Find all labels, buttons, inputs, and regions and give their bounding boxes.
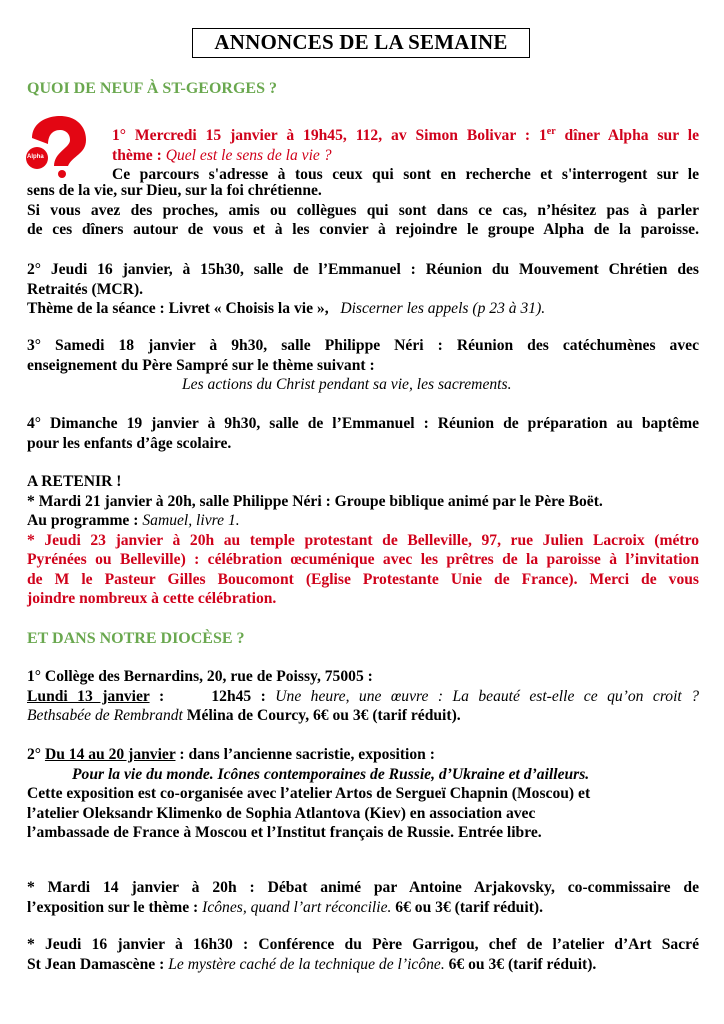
- ecumenical-line-2: Pyrénées ou Belleville) : célébration œcuménique avec les prêtres de la paroisse à l’invitation: [27, 551, 699, 568]
- exhibition-line-4: l’atelier Oleksandr Klimenko de Sophia Atlantova (Kiev) en association avec: [27, 804, 536, 822]
- debate-theme: Icônes, quand l’art réconcilie.: [202, 898, 392, 916]
- bernardins-sep: :: [149, 687, 165, 705]
- exhibition-prefix: 2°: [27, 746, 45, 763]
- mcr-theme-value: Discerner les appels (p 23 à 31).: [340, 300, 546, 317]
- debate-block: [27, 878, 699, 917]
- bernardins-block: [27, 667, 699, 726]
- ecumenical-line-1: * Jeudi 23 janvier à 20h au temple protestant de Belleville, 97, rue Julien Lacroix (métro: [27, 531, 699, 549]
- bernardins-artwork: Bethsabée de Rembrandt: [27, 707, 183, 724]
- alpha-date-end: dîner Alpha sur le: [555, 127, 699, 145]
- alpha-question-mark-icon: [26, 116, 88, 178]
- bible-program-line: [27, 511, 699, 531]
- conference-title: Le mystère caché de la technique de l’icône.: [168, 955, 445, 973]
- baptism-line-2: pour les enfants d’âge scolaire.: [27, 434, 232, 452]
- retenir-block: [27, 472, 699, 609]
- mcr-line-1: 2° Jeudi 16 janvier, à 15h30, salle de l’Emmanuel : Réunion du Mouvement Chrétien des: [27, 261, 699, 278]
- bible-group-line: * Mardi 21 janvier à 20h, salle Philippe Néri : Groupe biblique animé par le Père Boët.: [27, 492, 603, 510]
- section-heading-st-georges: QUOI DE NEUF À ST-GEORGES ?: [27, 80, 277, 97]
- conference-line-2: [27, 955, 699, 975]
- exhibition-block: [27, 745, 699, 843]
- baptism-line-1: 4° Dimanche 19 janvier à 9h30, salle de l’Emmanuel : Réunion de préparation au baptême: [27, 415, 699, 432]
- exhibition-line-3: Cette exposition est co-organisée avec l’atelier Artos de Sergueï Chapnin (Moscou) et: [27, 785, 591, 802]
- ecumenical-line-4: joindre nombreux à cette célébration.: [27, 590, 277, 607]
- bernardins-talk-line: [27, 687, 699, 707]
- announcement-mcr: [27, 260, 699, 319]
- bible-program-value: Samuel, livre 1.: [142, 512, 240, 529]
- exhibition-location: : dans l’ancienne sacristie, exposition :: [175, 746, 435, 763]
- debate-price: 6€ ou 3€ (tarif réduit).: [391, 898, 543, 916]
- catechumens-theme: Les actions du Christ pendant sa vie, les sacrements.: [182, 376, 512, 393]
- conference-price: 6€ ou 3€ (tarif réduit).: [444, 955, 597, 973]
- ecumenical-line-3: de M le Pasteur Gilles Boucomont (Eglise Protestante Unie de France). Merci de vous: [27, 570, 699, 588]
- retenir-heading: A RETENIR !: [27, 473, 122, 490]
- page-title: ANNONCES DE LA SEMAINE: [192, 28, 530, 58]
- bernardins-talk: Une heure, une œuvre : La beauté est-elle ce qu’on croit ?: [275, 687, 699, 705]
- bible-program-label: Au programme :: [27, 512, 143, 529]
- alpha-body-line-3: Si vous avez des proches, amis ou collègues qui sont dans ce cas, n’hésitez pas à parler: [27, 201, 699, 219]
- announcement-baptism: [27, 414, 699, 453]
- conference-line-1: * Jeudi 16 janvier à 16h30 : Conférence du Père Garrigou, chef de l’atelier d’Art Sacré: [27, 936, 699, 953]
- exhibition-title: Pour la vie du monde. Icônes contemporaines de Russie, d’Ukraine et d’ailleurs.: [72, 765, 590, 783]
- catechumens-line-2: enseignement du Père Sampré sur le thème suivant :: [27, 356, 375, 374]
- announcement-alpha: [112, 122, 699, 185]
- bernardins-speaker: Mélina de Courcy, 6€ ou 3€ (tarif réduit).: [182, 707, 461, 724]
- conference-atelier: St Jean Damascène :: [27, 955, 169, 973]
- alpha-logo-label: Alpha: [27, 154, 44, 160]
- alpha-date-line: [112, 122, 699, 146]
- alpha-theme-label: thème :: [112, 146, 166, 164]
- mcr-theme-label: Thème de la séance : Livret « Choisis la vie »,: [27, 300, 329, 317]
- debate-theme-label: l’exposition sur le thème :: [27, 898, 203, 916]
- bernardins-address: 1° Collège des Bernardins, 20, rue de Poissy, 75005 :: [27, 668, 373, 685]
- alpha-date-text: 1° Mercredi 15 janvier à 19h45, 112, av Simon Bolivar : 1: [112, 127, 547, 145]
- alpha-superscript: er: [546, 126, 556, 137]
- debate-line-1: * Mardi 14 janvier à 20h : Débat animé par Antoine Arjakovsky, co-commissaire de: [27, 879, 699, 896]
- section-heading-diocese: ET DANS NOTRE DIOCÈSE ?: [27, 630, 245, 647]
- bernardins-date: Lundi 13 janvier: [27, 687, 150, 705]
- debate-line-2: [27, 898, 699, 918]
- alpha-body-line-1: Ce parcours s'adresse à tous ceux qui sont en recherche et s'interrogent sur le: [112, 166, 699, 184]
- alpha-theme-line: [112, 146, 699, 166]
- conference-block: [27, 935, 699, 974]
- alpha-body-line-2: sens de la vie, sur Dieu, sur la foi chrétienne.: [27, 182, 322, 199]
- announcement-alpha-body: [27, 181, 699, 240]
- alpha-body-line-4: de ces dîners autour de vous et à les convier à rejoindre le groupe Alpha de la paroisse.: [27, 221, 699, 238]
- exhibition-line-5: l’ambassade de France à Moscou et l’Institut français de Russie. Entrée libre.: [27, 824, 542, 841]
- alpha-theme-value: Quel est le sens de la vie ?: [165, 146, 332, 164]
- mcr-theme-line: [27, 299, 699, 319]
- exhibition-dates: Du 14 au 20 janvier: [44, 746, 176, 763]
- mcr-line-2: Retraités (MCR).: [27, 280, 144, 298]
- exhibition-dates-line: [27, 745, 699, 765]
- catechumens-line-1: 3° Samedi 18 janvier à 9h30, salle Philippe Néri : Réunion des catéchumènes avec: [27, 337, 699, 354]
- bernardins-time: 12h45 :: [211, 687, 276, 705]
- bernardins-speaker-line: [27, 706, 699, 726]
- announcement-catechumens: [27, 336, 699, 395]
